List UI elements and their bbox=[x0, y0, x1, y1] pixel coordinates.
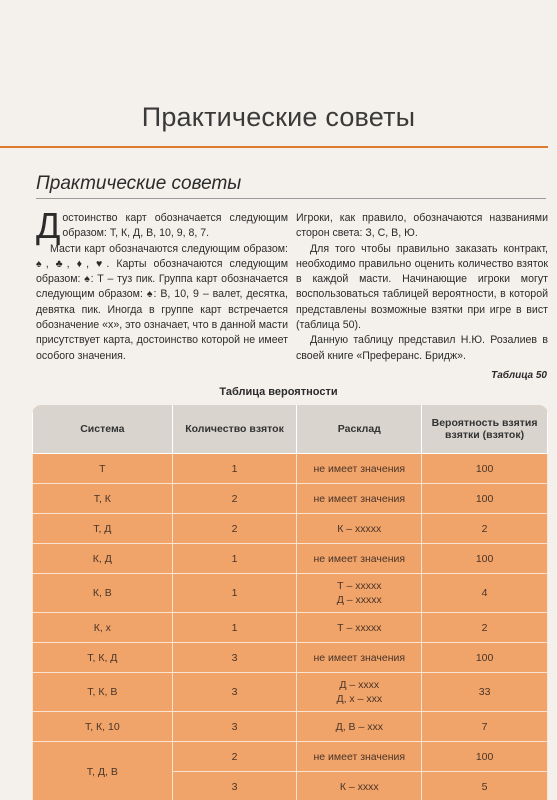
table-row bbox=[33, 454, 548, 484]
cell-layout: не имеет значения bbox=[297, 484, 422, 514]
cell-probability: 7 bbox=[422, 712, 548, 742]
header-probability: Вероятность взятия взятки (взяток) bbox=[422, 405, 548, 454]
right-column bbox=[296, 211, 548, 364]
cell-layout bbox=[297, 574, 422, 613]
cell-layout-line: Д – ххххх bbox=[336, 594, 382, 606]
probability-table-wrapper bbox=[32, 405, 548, 800]
right-paragraph-2: Для того чтобы правильно заказать контракт, необходимо правильно оценить количество взяток в каждой масти. Начинающие игроки могут воспользоваться таблицей вероятности, в которой представлены возможные взятки при игре в вист (таблица 50). bbox=[296, 242, 548, 332]
header-layout: Расклад bbox=[297, 405, 422, 454]
chapter-divider bbox=[0, 146, 548, 148]
cell-probability: 2 bbox=[422, 514, 548, 544]
cell-layout: не имеет значения bbox=[297, 643, 422, 673]
cell-tricks: 1 bbox=[172, 544, 297, 574]
chapter-title: Практические советы bbox=[141, 102, 416, 132]
cell-system: К, Д bbox=[33, 544, 173, 574]
cell-system: Т, К bbox=[33, 484, 173, 514]
cell-probability: 5 bbox=[422, 772, 548, 800]
cell-tricks: 1 bbox=[172, 454, 297, 484]
section-title: Практические советы bbox=[36, 173, 242, 194]
cell-layout bbox=[297, 673, 422, 712]
cell-layout: не имеет значения bbox=[297, 454, 422, 484]
cell-layout-line: Т – ххххх bbox=[337, 580, 382, 592]
table-row bbox=[33, 643, 548, 673]
table-row bbox=[33, 712, 548, 742]
cell-probability: 33 bbox=[422, 673, 548, 712]
table-number: Таблица 50 bbox=[491, 370, 547, 381]
cell-probability: 100 bbox=[422, 742, 548, 772]
cell-layout: Т – ххххх bbox=[297, 613, 422, 643]
left-paragraph-1: Достоинство карт обозначается следующим образом: Т, К, Д, В, 10, 9, 8, 7. bbox=[36, 205, 288, 246]
left-paragraph-2: Масти карт обозначаются следующим образом: ♠, ♣, ♦, ♥. Карты обозначаются следующим образом: ♠: Т – туз пик. Группа карт обозначается следующим образом: ♠: В, 10, 9 – валет, десятка, девятка пик. Иногда в группе карт встречается обозначение «х», это означает, что в данной масти присутствует карта, достоинство которой не имеет особого значения. bbox=[36, 242, 288, 362]
cell-tricks: 3 bbox=[172, 673, 297, 712]
cell-probability: 100 bbox=[422, 484, 548, 514]
section-divider bbox=[36, 198, 546, 199]
header-system: Система bbox=[33, 405, 173, 454]
header-tricks: Количество взяток bbox=[172, 405, 297, 454]
cell-tricks: 3 bbox=[172, 643, 297, 673]
cell-system: Т, Д bbox=[33, 514, 173, 544]
cell-probability: 100 bbox=[422, 643, 548, 673]
table-header-row bbox=[33, 405, 548, 454]
cell-tricks: 3 bbox=[172, 772, 297, 800]
cell-system: Т bbox=[33, 454, 173, 484]
cell-probability: 100 bbox=[422, 544, 548, 574]
table-row bbox=[33, 613, 548, 643]
dropcap-letter: Д bbox=[36, 205, 61, 246]
right-paragraph-1: Игроки, как правило, обозначаются названиями сторон света: З, С, В, Ю. bbox=[296, 212, 548, 240]
right-paragraph-3: Данную таблицу представил Н.Ю. Розалиев в своей книге «Преферанс. Бридж». bbox=[296, 334, 548, 362]
left-column bbox=[36, 205, 288, 364]
cell-tricks: 1 bbox=[172, 613, 297, 643]
cell-layout: не имеет значения bbox=[297, 742, 422, 772]
cell-probability: 2 bbox=[422, 613, 548, 643]
table-row bbox=[33, 673, 548, 712]
cell-tricks: 1 bbox=[172, 574, 297, 613]
cell-tricks: 2 bbox=[172, 742, 297, 772]
cell-system: Т, К, 10 bbox=[33, 712, 173, 742]
probability-table bbox=[32, 405, 548, 800]
cell-layout: Д, В – ххх bbox=[297, 712, 422, 742]
cell-system: Т, Д, В bbox=[33, 742, 173, 800]
cell-layout: К – ххххх bbox=[297, 514, 422, 544]
cell-layout: К – хххх bbox=[297, 772, 422, 800]
cell-probability: 100 bbox=[422, 454, 548, 484]
cell-tricks: 2 bbox=[172, 514, 297, 544]
table-row bbox=[33, 574, 548, 613]
cell-system: Т, К, Д bbox=[33, 643, 173, 673]
cell-system: К, В bbox=[33, 574, 173, 613]
cell-layout-line: Д, х – ххх bbox=[336, 693, 383, 705]
cell-probability: 4 bbox=[422, 574, 548, 613]
cell-tricks: 3 bbox=[172, 712, 297, 742]
cell-layout: не имеет значения bbox=[297, 544, 422, 574]
table-caption: Таблица вероятности bbox=[219, 386, 338, 398]
cell-system: Т, К, В bbox=[33, 673, 173, 712]
table-row bbox=[33, 514, 548, 544]
table-row bbox=[33, 484, 548, 514]
table-row bbox=[33, 742, 548, 772]
cell-tricks: 2 bbox=[172, 484, 297, 514]
cell-system: К, х bbox=[33, 613, 173, 643]
cell-layout-line: Д – хххх bbox=[339, 679, 380, 691]
table-row bbox=[33, 544, 548, 574]
